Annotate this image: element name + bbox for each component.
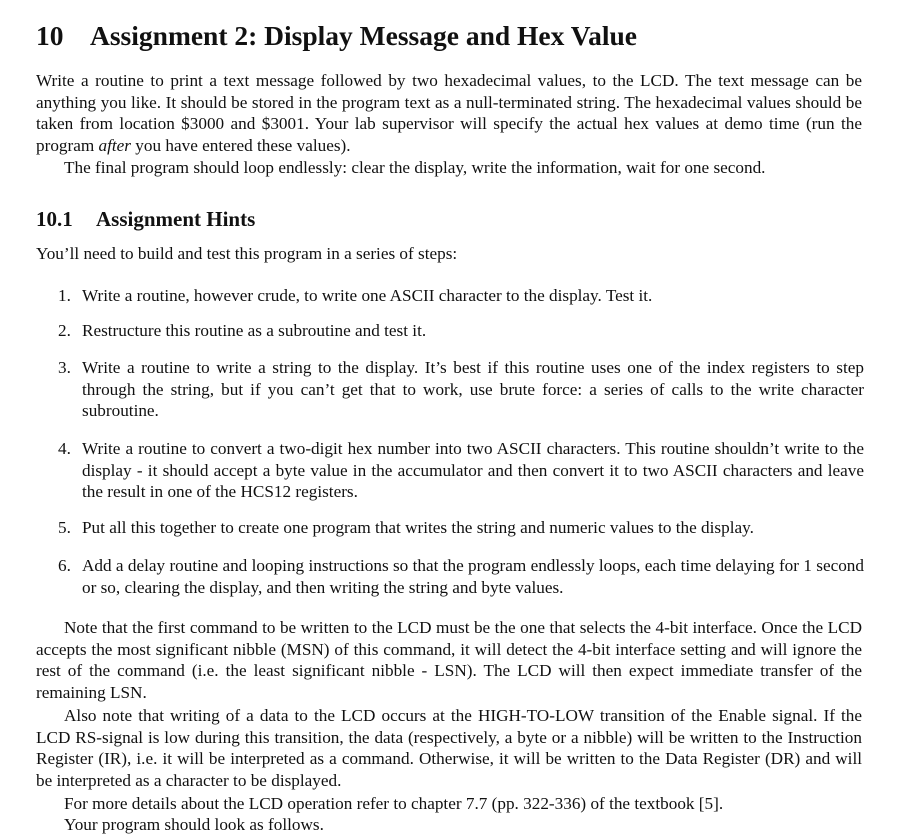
subsection-heading: [36, 204, 255, 234]
list-item: [58, 285, 864, 307]
note-4bit-interface: Note that the first command to be written to the LCD must be the one that selects the 4-bit interface. Once the LCD accepts the most significant nibble (MSN) of this command, it will detect the 4-bit interface setting and will ignore the rest of the command (i.e. the least significant nibble - LSN). The LCD will then expect immediate transfer of the remaining LSN.: [36, 618, 862, 702]
loop-paragraph: The final program should loop endlessly: clear the display, write the information, wait for one second.: [64, 158, 766, 177]
step-text: Write a routine to write a string to the display. It’s best if this routine uses one of the index registers to step through the string, but if you can’t get that to work, use brute force: a series of calls to the write character subroutine.: [82, 358, 864, 421]
note-textbook-reference: For more details about the LCD operation refer to chapter 7.7 (pp. 322-336) of the textbook [5].: [64, 794, 724, 813]
section-number: 10: [36, 20, 64, 51]
note-program-follows: Your program should look as follows.: [64, 815, 324, 834]
step-number: 1.: [58, 286, 71, 305]
subsection-number: 10.1: [36, 207, 73, 231]
intro-paragraph: [36, 70, 862, 156]
step-text: Restructure this routine as a subroutine and test it.: [82, 321, 427, 340]
hints-intro: You’ll need to build and test this program in a series of steps:: [36, 244, 458, 263]
step-text: Write a routine to convert a two-digit hex number into two ASCII characters. This routine shouldn’t write to the display - it should accept a byte value in the accumulator and then convert it to two ASCII characters and leave the result in one of the HCS12 registers.: [82, 439, 864, 502]
step-text: Put all this together to create one program that writes the string and numeric values to the display.: [82, 518, 754, 537]
subsection-title: Assignment Hints: [96, 207, 256, 231]
step-number: 4.: [58, 439, 71, 458]
list-item: [58, 438, 864, 503]
section-title: Assignment 2: Display Message and Hex Value: [90, 20, 637, 51]
list-item: [58, 517, 864, 539]
step-number: 3.: [58, 358, 71, 377]
intro-text-end: you have entered these values).: [131, 135, 351, 155]
list-item: [58, 555, 864, 598]
step-number: 6.: [58, 556, 71, 575]
intro-emphasis: after: [98, 135, 131, 155]
step-number: 2.: [58, 321, 71, 340]
section-heading: [36, 16, 637, 56]
step-text: Write a routine, however crude, to write one ASCII character to the display. Test it.: [82, 286, 653, 305]
step-text: Add a delay routine and looping instructions so that the program endlessly loops, each time delaying for 1 second or so, clearing the display, and then writing the string and byte values.: [82, 556, 864, 597]
step-number: 5.: [58, 518, 71, 537]
list-item: [58, 357, 864, 422]
list-item: [58, 320, 864, 342]
note-enable-signal: Also note that writing of a data to the LCD occurs at the HIGH-TO-LOW transition of the Enable signal. If the LCD RS-signal is low during this transition, the data (respectively, a byte or a nibble) will be written to the Instruction Register (IR), i.e. it will be interpreted as a command. Otherwise, it will be written to the Data Register (DR) and will be interpreted as a character to be displayed.: [36, 706, 862, 790]
intro-text-start: Write a routine to print a text message followed by two hexadecimal values, to the LCD. The text message can be anything you like. It should be stored in the program text as a null-terminated string. The hexadecimal values should be taken from location $3000 and $3001. Your lab supervisor will specify the actual hex values at demo time (run the program: [36, 71, 862, 155]
